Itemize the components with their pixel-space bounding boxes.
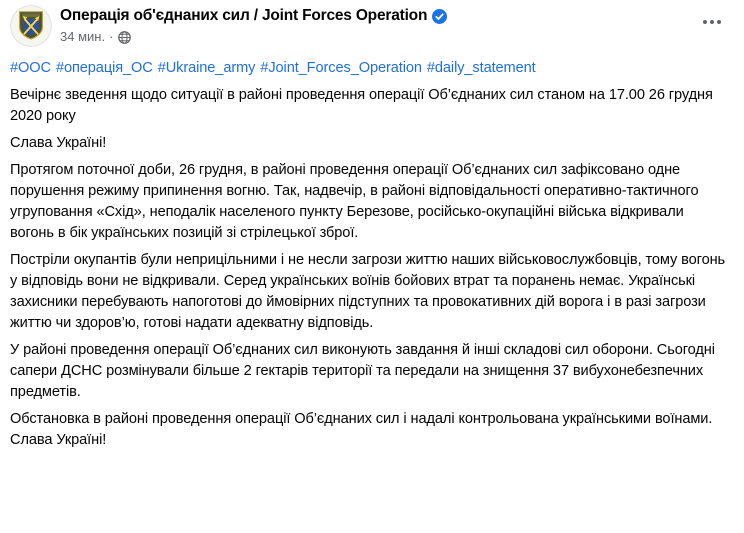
hashtags-line [10, 58, 730, 79]
ellipsis-dot [717, 20, 721, 24]
verified-badge-icon [432, 9, 447, 24]
hashtag-link[interactable]: #ООС [10, 60, 51, 76]
page-name-link[interactable]: Операція об'єднаних сил / Joint Forces Operation [60, 7, 428, 24]
post-content [10, 58, 730, 451]
post-menu-button[interactable] [696, 6, 728, 38]
post-paragraph: Протягом поточної доби, 26 грудня, в районі проведення операції Об’єднаних сил зафіксовано одне порушення режиму припинення вогню. Так, надвечір, в районі відповідальності оперативно-тактичного угруповання «Схід», неподалік населеного пункту Березове, російсько-окупаційні війська відкривали вогонь в бік українських позицій зі стрілецької зброї. [10, 162, 699, 241]
post-text [10, 85, 730, 451]
ellipsis-dot [710, 20, 714, 24]
header-text [60, 5, 447, 45]
hashtag-link[interactable]: #Ukraine_army [157, 60, 256, 76]
hashtag-link[interactable]: #Joint_Forces_Operation [260, 60, 422, 76]
hashtag-link[interactable]: #операція_ОС [55, 60, 153, 76]
post-header [10, 5, 730, 47]
ellipsis-dot [703, 20, 707, 24]
post-paragraph: Постріли окупантів були неприцільними і не несли загрози життю наших військовослужбовців, тому вогонь у відповідь вони не відкривали. Серед українських воїнів бойових втрат та поранень немає. Українські захисники перебувають напоготові до ймовірних підступних та провокативних дій ворога і в разі загрози життю чи здоров’ю, готові надати адекватну відповідь. [10, 252, 726, 331]
post-paragraph: Обстановка в районі проведення операції Об’єднаних сил і надалі контрольована українськими воїнами. Слава Україні! [10, 411, 713, 448]
post-paragraph: У районі проведення операції Об’єднаних сил виконують завдання й інші складові сил оборони. Сьогодні сапери ДСНС розмінували більше 2 гектарів території та передали на знищення 37 вибухонебезпечних предметів. [10, 342, 715, 400]
post-paragraph: Слава Україні! [10, 135, 107, 151]
hashtag-link[interactable]: #daily_statement [426, 60, 536, 76]
meta-separator: · [109, 29, 114, 44]
jfo-shield-emblem-icon [10, 5, 52, 47]
post-meta [60, 29, 447, 45]
page-avatar[interactable] [10, 5, 52, 47]
post-timestamp[interactable]: 34 мин. [60, 29, 106, 44]
post-paragraph: Вечірнє зведення щодо ситуації в районі проведення операції Об’єднаних сил станом на 17.00 26 грудня 2020 року [10, 87, 713, 124]
globe-icon [117, 30, 132, 45]
